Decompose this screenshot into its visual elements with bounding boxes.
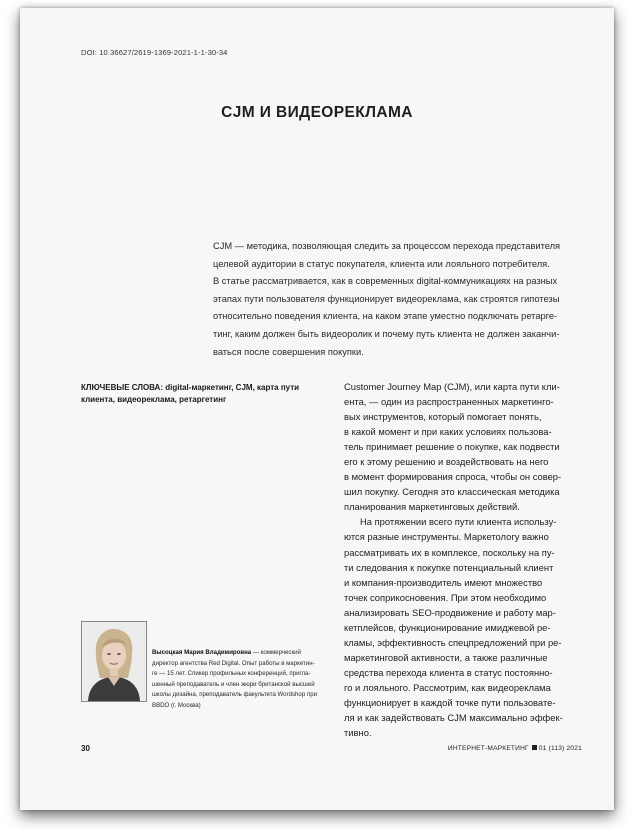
abstract-line: этапах пути пользователя функционирует видеореклама, как строятся гипотезы [213,293,560,304]
body-line: ти следования к покупке потенциальный клиент [344,561,554,573]
abstract-line: относительно поведения клиента, на каком этапе уместно подключать ретарге- [213,311,558,322]
abstract-line: ваться после совершения покупки. [213,346,364,357]
page-number: 30 [81,744,90,753]
body-line: кламы, эффективность спецпредложений при ре- [344,636,562,648]
author-bio [152,648,324,712]
body-line: в какой момент и при каких условиях пользова- [344,426,552,438]
body-line: На протяжении всего пути клиента использу- [360,516,557,528]
keywords-text: digital-маркетинг, CJM, карта пути клиента, видеореклама, ретаргетинг [81,383,300,404]
journal-issue: 01 (113) 2021 [538,745,582,752]
body-line: рассматривать их в комплексе, поскольку на пу- [344,546,555,558]
journal-name: ИНТЕРНЕТ-МАРКЕТИНГ [447,745,529,752]
body-line: функционирует в каждой точке пути пользовате- [344,696,556,708]
body-line: кетплейсов, функционирование имиджевой ре- [344,621,551,633]
author-bio-line: шенный преподаватель и член жюри британской высшей [152,680,315,688]
body-line: тель принимает решение о покупке, как подвести [344,441,560,453]
body-line: Customer Journey Map (CJM), или карта пути кли- [344,381,560,392]
abstract-line: тинг, каким должен быть видеоролик и почему путь клиента не должен заканчи- [213,328,560,339]
body-line: вых инструментов, который помогает понять, [344,411,542,423]
author-photo [81,621,147,702]
body-text [344,379,604,740]
body-line: ля и как задействовать CJM максимально эффек- [344,712,563,724]
author-bio-line: — коммерческий [251,649,301,656]
author-bio-line: BBDO (г. Москва) [152,701,201,709]
body-line: планирования маркетинговых действий. [344,501,520,513]
body-line: шил покупку. Сегодня это классическая методика [344,486,560,498]
author-bio-line: школы дизайна, преподаватель факультета Wordshop при [152,691,317,699]
keywords-label: КЛЮЧЕВЫЕ СЛОВА: [81,383,163,392]
abstract-line: CJM — методика, позволяющая следить за процессом перехода представителя [213,241,561,251]
author-portrait-image [82,622,146,701]
abstract-line: В статье рассматривается, как в современных digital-коммуникациях на разных [213,276,558,287]
body-line: его к этому решению и воздействовать на него [344,456,549,468]
body-line: анализировать SEO-продвижение и работу мар- [344,606,556,618]
body-line: тивно. [344,727,372,739]
abstract-line: целевой аудитории в статус покупателя, клиента или лояльного потребителя. [213,258,550,269]
author-name: Высоцкая Мария Владимировна [152,649,252,656]
body-line: ются разные инструменты. Маркетологу важно [344,531,549,543]
body-line: го и лояльного. Рассмотрим, как видеореклама [344,681,551,693]
body-line: в момент формирования спроса, чтобы он совер- [344,471,562,483]
abstract [213,238,593,361]
body-line: ента, — один из распространенных маркетинго- [344,396,554,408]
body-line: средства перехода клиента в статус постоянно- [344,666,553,678]
doi-line: DOI: 10.36627/2619-1369-2021-1-1-30-34 [81,48,228,57]
journal-footer [448,745,582,752]
keywords-block [81,382,331,406]
body-line: и компания-производитель имеют множество [344,576,543,588]
square-separator-icon [532,745,537,750]
article-title: CJM И ВИДЕОРЕКЛАМА [221,104,413,121]
body-line: точек соприкосновения. При этом необходимо [344,591,547,603]
author-bio-line: директор агентства Red Digital. Опыт работы в маркетин- [152,659,315,667]
body-line: маркетинговой активности, а также различные [344,651,548,663]
author-bio-line: ге — 15 лет. Спикер профильных конференций, пригла- [152,670,311,678]
